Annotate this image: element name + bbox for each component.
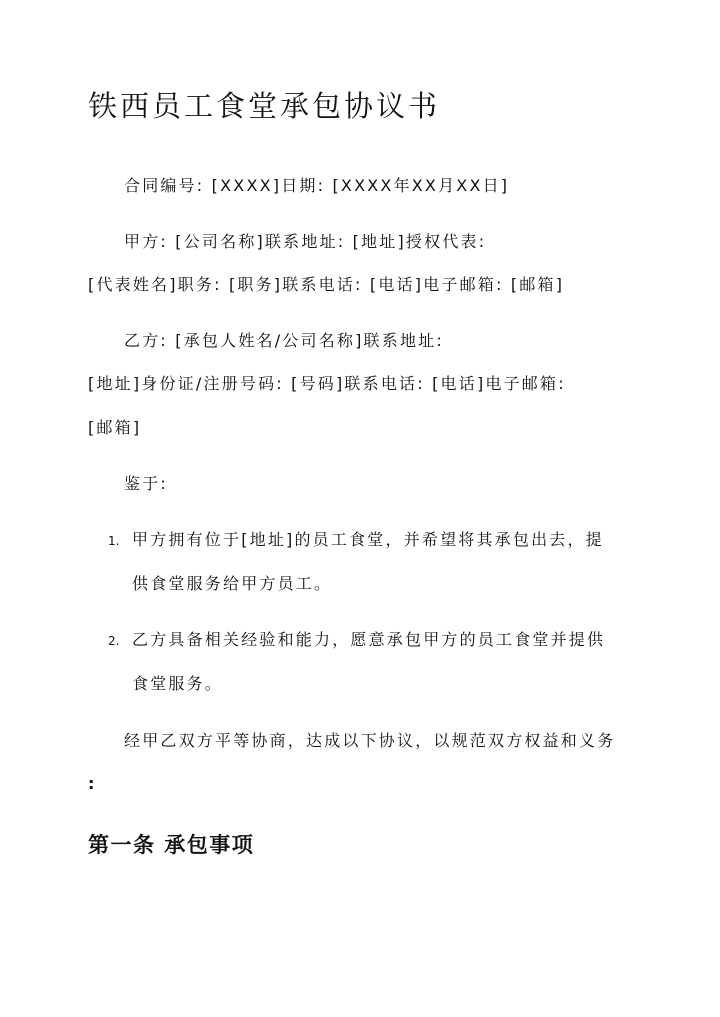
party-a-line-1: 甲方: [公司名称]联系地址: [地址]授权代表:: [124, 232, 487, 251]
list-item-number: 2.: [108, 634, 120, 648]
section-heading: 第一条 承包事项: [88, 833, 255, 857]
whereas-label: 鉴于:: [124, 474, 168, 493]
agreement-line-2: :: [88, 774, 97, 793]
list-item-line-1: 甲方拥有位于[地址]的员工食堂，并希望将其承包出去，提: [132, 530, 604, 549]
list-item-line-2: 食堂服务。: [132, 674, 224, 693]
document-title: 铁西员工食堂承包协议书: [88, 89, 441, 123]
contract-info-line: 合同编号: [XXXX]日期: [XXXX年XX月XX日]: [124, 176, 510, 195]
list-item-line-1: 乙方具备相关经验和能力，愿意承包甲方的员工食堂并提供: [132, 630, 606, 649]
party-b-line-1: 乙方: [承包人姓名/公司名称]联系地址:: [124, 331, 444, 350]
party-b-line-2: [地址]身份证/注册号码: [号码]联系电话: [电话]电子邮箱:: [88, 374, 566, 393]
party-a-line-2: [代表姓名]职务: [职务]联系电话: [电话]电子邮箱: [邮箱]: [88, 275, 565, 294]
list-item-line-2: 供食堂服务给甲方员工。: [132, 574, 333, 593]
agreement-line-1: 经甲乙双方平等协商，达成以下协议，以规范双方权益和义务: [124, 731, 616, 750]
party-b-line-3: [邮箱]: [88, 418, 142, 437]
list-item-number: 1.: [108, 534, 120, 548]
